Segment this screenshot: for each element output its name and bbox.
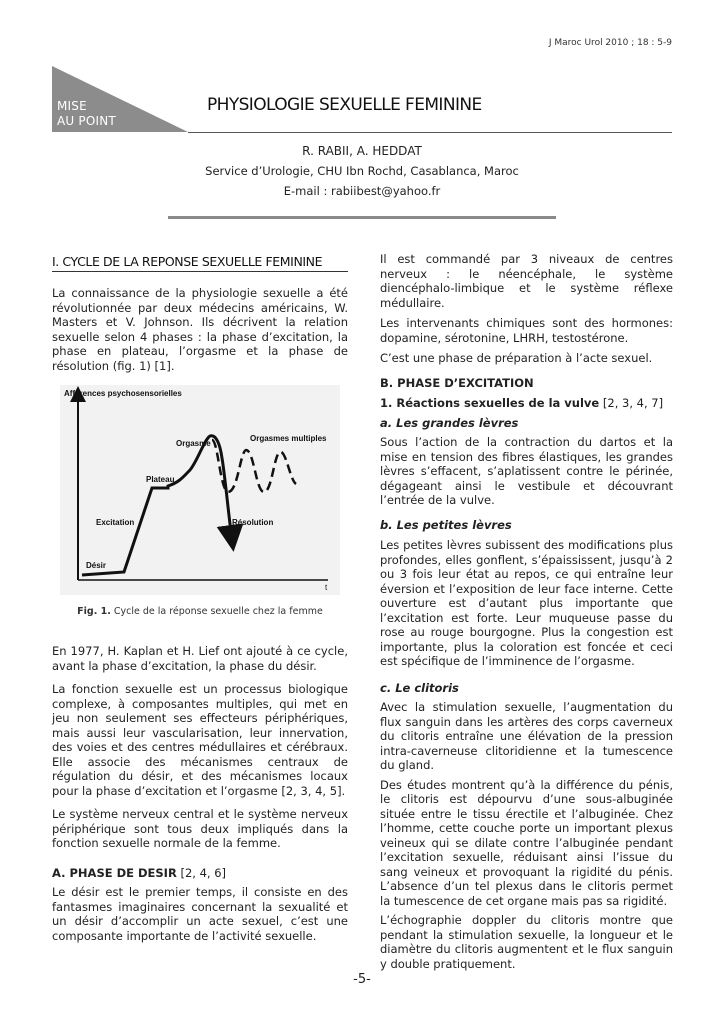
clitoris-heading: c. Le clitoris xyxy=(380,681,459,695)
intro-paragraph: La connaissance de la physiologie sexuelle a été révolutionnée par deux médecins américains, W. Masters et V. Johnson. Ils décrivent la relation sexuelle selon 4 phases : la phase d’excitation, la phase en plateau, l’orgasme et la phase de résolution (fig. 1) [1]. xyxy=(52,286,348,373)
caption-number: Fig. 1. xyxy=(77,606,111,617)
clitoris-paragraph-1: Avec la stimulation sexuelle, l’augmentation du flux sanguin dans les artères des corps caverneux du clitoris entraîne une élévation de la pression intra-caverneuse clitoridienne et la tumescence du gland. xyxy=(380,700,673,772)
section-heading: I. CYCLE DE LA REPONSE SEXUELLE FEMININE xyxy=(52,254,323,269)
grandes-levres-heading: a. Les grandes lèvres xyxy=(380,416,519,430)
paragraph-hormones: Les intervenants chimiques sont des hormones: dopamine, sérotonine, LHRH, testostérone. xyxy=(380,316,673,345)
paragraph-preparation: C’est une phase de préparation à l’acte sexuel. xyxy=(380,351,653,365)
label-orgasmes-multiples: Orgasmes multiples xyxy=(250,434,327,443)
clitoris-paragraph-3: L’échographie doppler du clitoris montre que pendant la stimulation sexuelle, la longueur et le diamètre du clitoris augmentent et le flux sanguin y double pratiquement. xyxy=(380,913,673,971)
grandes-levres-paragraph: Sous l’action de la contraction du dartos et la mise en tension des fibres élastiques, les grandes lèvres s’effacent, s’aplatissent contre le périnée, dégageant ainsi le vestibule et découvrant l’entrée de la vulve. xyxy=(380,435,673,507)
badge-line-1: MISE xyxy=(57,99,87,113)
vulve-heading xyxy=(380,396,673,411)
paragraph-centres: Il est commandé par 3 niveaux de centres nerveux : le néencéphale, le système diencéphalo-limbique et le système réflexe médullaire. xyxy=(380,252,673,310)
petites-levres-paragraph: Les petites lèvres subissent des modifications plus profondes, elles gonflent, s’épaississent, jusqu’à 2 ou 3 fois leur état au repos, ce qui entraîne leur éversion et l’exposition de leur face interne. Cette ouverture est d’autant plus importante que l’excitation est forte. Leur muqueuse passe du rose au rouge bourgogne. Plus la congestion est importante, plus la coloration est foncée et ceci est spécifique de l’imminence de l’orgasme. xyxy=(380,538,673,668)
journal-reference: J Maroc Urol 2010 ; 18 : 5-9 xyxy=(548,38,672,48)
vulve-refs: [2, 3, 4, 7] xyxy=(599,396,664,410)
subsection-a-title: A. PHASE DE DESIR xyxy=(52,866,177,880)
right-column-intro xyxy=(380,252,673,366)
petites-levres-heading: b. Les petites lèvres xyxy=(380,518,512,532)
clitoris-body xyxy=(380,700,673,971)
label-desir: Désir xyxy=(86,561,107,570)
title-rule xyxy=(188,132,672,133)
response-cycle-figure xyxy=(52,380,348,600)
label-resolution: Résolution xyxy=(232,518,274,527)
subsection-b-heading: B. PHASE D’EXCITATION xyxy=(380,376,534,390)
left-column-body xyxy=(52,644,348,851)
page-number: -5- xyxy=(353,972,371,987)
paragraph-fonction: La fonction sexuelle est un processus biologique complexe, à composantes multiples, qui met en jeu non seulement ses effecteurs périphériques, mais aussi leur vascularisation, leur innervation, des voies et des centres médullaires et cérébraux. Elle associe des mécanismes centraux de régulation du désir, et des mécanismes locaux pour la phase d’excitation et l’orgasme [2, 3, 4, 5]. xyxy=(52,682,348,798)
affiliation: Service d’Urologie, CHU Ibn Rochd, Casablanca, Maroc xyxy=(205,164,519,178)
email-link[interactable]: E-mail : rabiibest@yahoo.fr xyxy=(283,184,441,198)
paragraph-kaplan: En 1977, H. Kaplan et H. Lief ont ajouté à ce cycle, avant la phase d’excitation, la phase du désir. xyxy=(52,644,348,673)
badge-label xyxy=(57,99,116,129)
figure-caption xyxy=(52,606,348,617)
header-separator xyxy=(168,216,556,219)
vulve-title: 1. Réactions sexuelles de la vulve xyxy=(380,396,600,410)
label-excitation: Excitation xyxy=(96,518,135,527)
caption-text: Cycle de la réponse sexuelle chez la femme xyxy=(110,606,323,617)
paragraph-systeme: Le système nerveux central et le système nerveux périphérique sont tous deux impliqués dans la fonction sexuelle normale de la femme. xyxy=(52,807,348,850)
subsection-a-heading xyxy=(52,866,348,881)
label-orgasme: Orgasme xyxy=(176,439,211,448)
desir-paragraph: Le désir est le premier temps, il consiste en des fantasmes imaginaires concernant la sexualité et un désir d’accomplir un acte sexuel, c’est une composante importante de l’activité sexuelle. xyxy=(52,885,348,943)
badge-line-2: AU POINT xyxy=(57,114,116,128)
section-heading-rule xyxy=(52,271,348,272)
clitoris-paragraph-2: Des études montrent qu’à la différence du pénis, le clitoris est dépourvu d’une sous-albuginée située entre le tissu érectile et l’albuginée. Chez l’homme, cette couche porte un important plexus veineux qui se dilate contre l’albuginée pendant l’excitation sexuelle, réduisant ainsi l’issue du sang veineux et provoquant la rigidité du pénis. L’absence d’un tel plexus dans le clitoris permet la tumescence de cet organe mais pas sa rigidité. xyxy=(380,777,673,908)
subsection-a-refs: [2, 4, 6] xyxy=(176,866,227,880)
authors: R. RABII, A. HEDDAT xyxy=(302,144,422,158)
label-plateau: Plateau xyxy=(146,475,175,484)
label-afferences: Afférences psychosensorielles xyxy=(64,389,182,398)
page-title: PHYSIOLOGIE SEXUELLE FEMININE xyxy=(207,95,482,115)
label-t: t xyxy=(325,583,328,592)
